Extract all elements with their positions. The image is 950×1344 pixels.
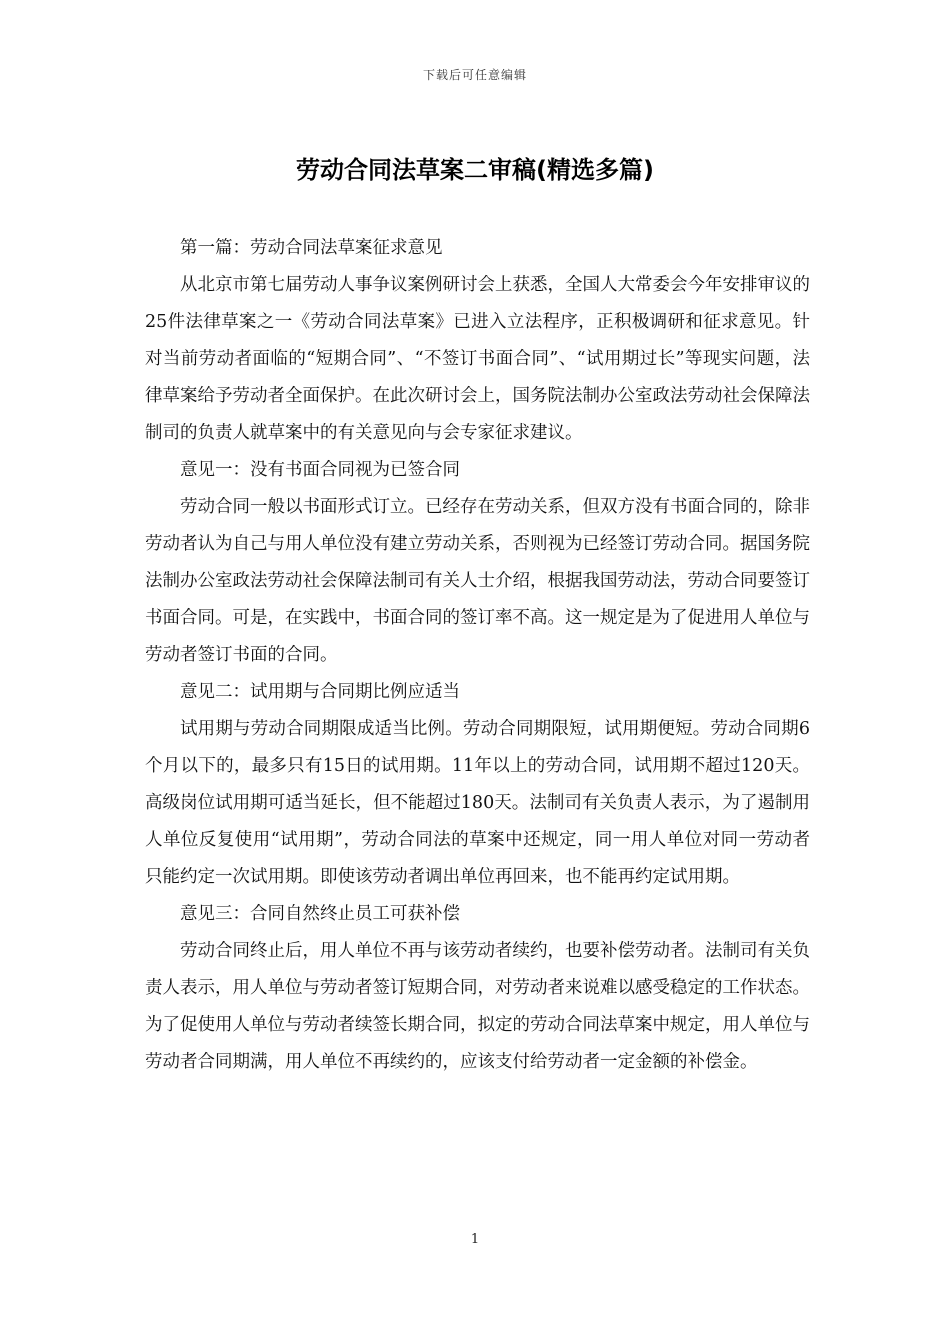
paragraph-opinion-1: 劳动合同一般以书面形式订立。已经存在劳动关系，但双方没有书面合同的，除非劳动者认为自己与用人单位没有建立劳动关系，否则视为已经签订劳动合同。据国务院法制办公室政法劳动社会保障法制司有关人士介绍，根据我国劳动法，劳动合同要签订书面合同。可是，在实践中，书面合同的签订率不高。这一规定是为了促进用人单位与劳动者签订书面的合同。 (145, 497, 810, 665)
opinion-heading-3: 意见三：合同自然终止员工可获补偿 (180, 904, 460, 924)
paragraph-opinion-3: 劳动合同终止后，用人单位不再与该劳动者续约，也要补偿劳动者。法制司有关负责人表示，用人单位与劳动者签订短期合同，对劳动者来说难以感受稳定的工作状态。为了促使用人单位与劳动者续签长期合同，拟定的劳动合同法草案中规定，用人单位与劳动者合同期满，用人单位不再续约的，应该支付给劳动者一定金额的补偿金。 (145, 941, 810, 1072)
paragraph-opinion-2: 试用期与劳动合同期限成适当比例。劳动合同期限短，试用期便短。劳动合同期6个月以下的，最多只有15日的试用期。11年以上的劳动合同，试用期不超过120天。高级岗位试用期可适当延长，但不能超过180天。法制司有关负责人表示，为了遏制用人单位反复使用“试用期”，劳动合同法的草案中还规定，同一用人单位对同一劳动者只能约定一次试用期。即使该劳动者调出单位再回来，也不能再约定试用期。 (145, 719, 810, 887)
section-heading-1: 第一篇：劳动合同法草案征求意见 (180, 238, 443, 258)
page-number: 1 (470, 1232, 480, 1247)
paragraph-intro: 从北京市第七届劳动人事争议案例研讨会上获悉，全国人大常委会今年安排审议的25件法律草案之一《劳动合同法草案》已进入立法程序，正积极调研和征求意见。针对当前劳动者面临的“短期合同”、“不签订书面合同”、“试用期过长”等现实问题，法律草案给予劳动者全面保护。在此次研讨会上，国务院法制办公室政法劳动社会保障法制司的负责人就草案中的有关意见向与会专家征求建议。 (145, 275, 810, 443)
document-body (145, 230, 810, 1081)
opinion-heading-1: 意见一：没有书面合同视为已签合同 (180, 460, 460, 480)
document-title: 劳动合同法草案二审稿(精选多篇) (296, 156, 654, 184)
opinion-heading-2: 意见二：试用期与合同期比例应适当 (180, 682, 460, 702)
header-note: 下载后可任意编辑 (422, 68, 527, 82)
